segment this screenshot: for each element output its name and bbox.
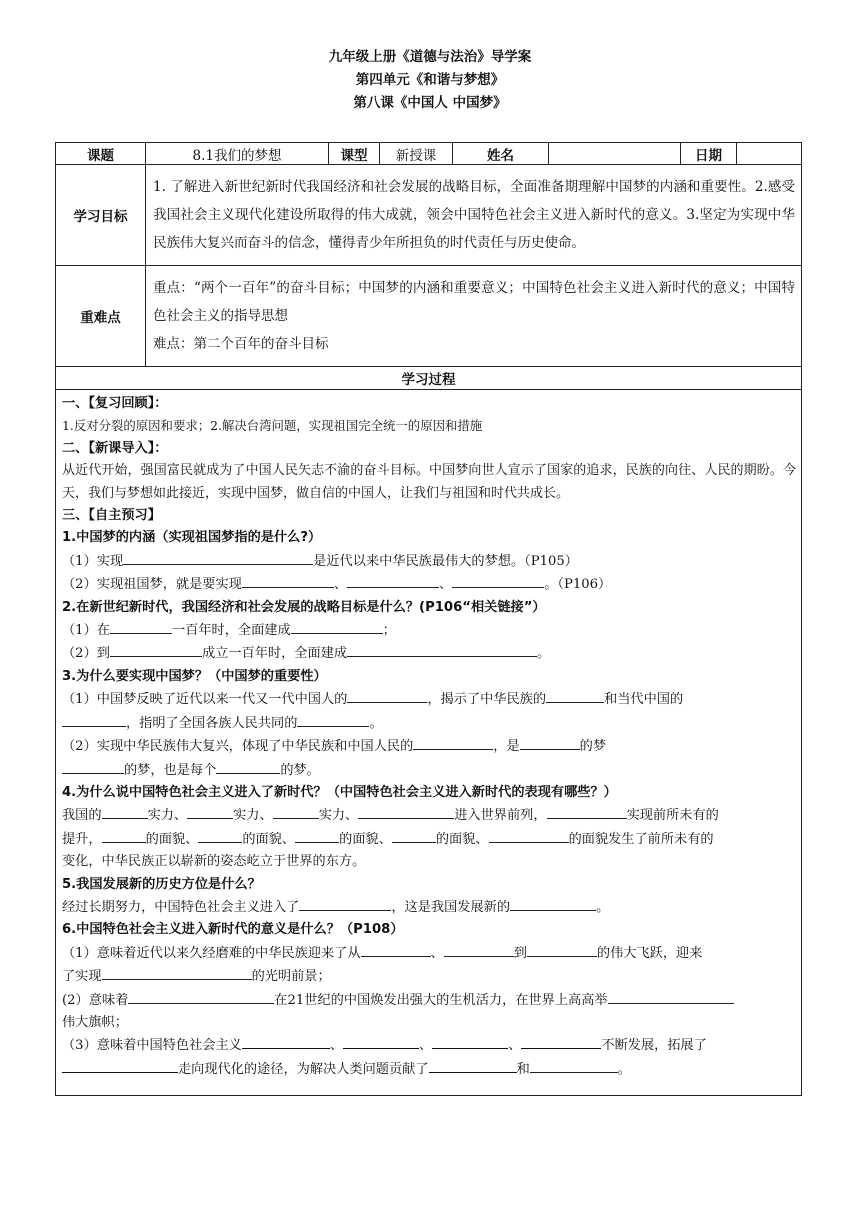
blank[interactable] xyxy=(608,989,734,1004)
q2-line-b: （2）到 成立一百年时，全面建成 。 xyxy=(62,642,796,665)
blank[interactable] xyxy=(546,688,604,703)
blank[interactable] xyxy=(291,619,383,634)
blank[interactable] xyxy=(62,1058,178,1073)
name-field[interactable] xyxy=(549,143,681,165)
name-label: 姓名 xyxy=(453,143,549,165)
blank[interactable] xyxy=(530,1058,618,1073)
blank[interactable] xyxy=(547,804,627,819)
blank[interactable] xyxy=(429,1058,517,1073)
topic-label: 课题 xyxy=(56,143,146,165)
blank[interactable] xyxy=(242,1034,330,1049)
blank[interactable] xyxy=(295,828,339,843)
type-value: 新授课 xyxy=(380,143,453,165)
blank[interactable] xyxy=(347,688,427,703)
q4-line-3: 变化，中华民族正以崭新的姿态屹立于世界的东方。 xyxy=(62,854,366,870)
blank[interactable] xyxy=(343,1034,419,1049)
question-1: 1.中国梦的内涵（实现祖国梦指的是什么?） xyxy=(62,530,322,546)
type-label: 课型 xyxy=(329,143,380,165)
process-title: 学习过程 xyxy=(56,367,802,390)
topic-value: 8.1我们的梦想 xyxy=(146,143,329,165)
blank[interactable] xyxy=(489,828,569,843)
title-grade: 九年级上册《道德与法治》导学案 xyxy=(328,49,532,65)
section-intro: 二、【新课导入】： xyxy=(62,440,168,456)
blank[interactable] xyxy=(413,735,493,750)
process-title-row xyxy=(56,367,802,390)
blank[interactable] xyxy=(521,1034,601,1049)
q3-line-a1: （1）中国梦反映了近代以来一代又一代中国人的 ，揭示了中华民族的 和当代中国的 xyxy=(62,688,796,711)
blank[interactable] xyxy=(452,573,544,588)
blank[interactable] xyxy=(102,828,146,843)
blank[interactable] xyxy=(62,759,124,774)
process-row xyxy=(56,390,802,1096)
guide-table xyxy=(55,142,802,1096)
blank[interactable] xyxy=(510,896,596,911)
q6-line-c1: （3）意味着中国特色社会主义 、 、 、 不断发展，拓展了 xyxy=(62,1034,796,1057)
q5-line: 经过长期努力，中国特色社会主义进入了 ，这是我国发展新的 。 xyxy=(62,896,796,919)
process-content xyxy=(56,390,802,1096)
blank[interactable] xyxy=(520,735,580,750)
blank[interactable] xyxy=(297,712,369,727)
goals-row xyxy=(56,165,802,266)
blank[interactable] xyxy=(392,828,436,843)
blank[interactable] xyxy=(299,896,391,911)
q1-line-a: （1）实现 是近代以来中华民族最伟大的梦想。（P105） xyxy=(62,550,796,573)
blank[interactable] xyxy=(432,1034,508,1049)
title-lesson: 第八课《中国人 中国梦》 xyxy=(353,95,507,111)
review-text: 1.反对分裂的原因和要求；2.解决台湾问题，实现祖国完全统一的原因和措施 xyxy=(62,418,483,434)
section-review: 一、【复习回顾】： xyxy=(62,396,168,411)
blank[interactable] xyxy=(128,989,274,1004)
q6-line-b1: (2）意味着 在21世纪的中国焕发出强大的生机活力，在世界上高高举 xyxy=(62,989,796,1012)
question-2: 2.在新世纪新时代，我国经济和社会发展的战略目标是什么？(P106“相关链接”） xyxy=(62,599,546,615)
date-field[interactable] xyxy=(737,143,802,165)
question-6: 6.中国特色社会主义进入新时代的意义是什么？（P108） xyxy=(62,922,404,938)
q6-line-a1: （1）意味着近代以来久经磨难的中华民族迎来了从 、 到 的伟大飞跃，迎来 xyxy=(62,942,796,965)
keypoints-row xyxy=(56,266,802,367)
blank[interactable] xyxy=(444,942,514,957)
blank[interactable] xyxy=(123,550,313,565)
goals-label: 学习目标 xyxy=(56,165,146,266)
blank[interactable] xyxy=(273,804,319,819)
q4-line-2: 提升， 的面貌、 的面貌、 的面貌、 的面貌、 的面貌发生了前所未有的 xyxy=(62,828,796,851)
blank[interactable] xyxy=(347,642,537,657)
question-5: 5.我国发展新的历史方位是什么？ xyxy=(62,876,261,892)
q3-line-b1: （2）实现中华民族伟大复兴，体现了中华民族和中国人民的 ，是 的梦 xyxy=(62,735,796,758)
info-row xyxy=(56,143,802,165)
difficult-points-text: 难点：第二个百年的奋斗目标 xyxy=(153,336,329,352)
goals-text: 1. 了解进入新世纪新时代我国经济和社会发展的战略目标，全面准备期理解中国梦的内涵和重要性。2.感受我国社会主义现代化建设所取得的伟大成就，领会中国特色社会主义进入新时代的意义。3.坚定为实现中华民族伟大复兴而奋斗的信念，懂得青少年所担负的时代责任与历史使命。 xyxy=(146,165,802,266)
title-unit: 第四单元《和谐与梦想》 xyxy=(355,72,505,88)
blank[interactable] xyxy=(242,573,334,588)
question-4: 4.为什么说中国特色社会主义进入了新时代？（中国特色社会主义进入新时代的表现有哪些？） xyxy=(62,784,617,800)
blank[interactable] xyxy=(361,942,431,957)
date-label: 日期 xyxy=(681,143,737,165)
q4-line-1: 我国的 实力、 实力、 实力、 进入世界前列， 实现前所未有的 xyxy=(62,804,796,827)
q3-line-b2: 的梦，也是每个 的梦。 xyxy=(62,759,796,782)
q3-line-a2: ，指明了全国各族人民共同的 。 xyxy=(62,712,796,735)
q6-line-a2: 了实现 的光明前景； xyxy=(62,965,796,988)
blank[interactable] xyxy=(216,759,280,774)
q1-line-b: （2）实现祖国梦，就是要实现 、 、 。（P106） xyxy=(62,573,796,596)
blank[interactable] xyxy=(102,804,148,819)
keypoints-box xyxy=(146,266,802,367)
blank[interactable] xyxy=(110,619,172,634)
q6-line-c2: 走向现代化的途径，为解决人类问题贡献了 和 。 xyxy=(62,1058,796,1081)
intro-text: 从近代开始，强国富民就成为了中国人民矢志不渝的奋斗目标。中国梦向世人宣示了国家的追求，民族的向往、人民的期盼。今天，我们与梦想如此接近，实现中国梦，做自信的中国人，让我们与祖国和时代共成长。 xyxy=(62,463,796,501)
q6-line-b2: 伟大旗帜； xyxy=(62,1014,128,1030)
blank[interactable] xyxy=(62,712,126,727)
blank[interactable] xyxy=(102,965,252,980)
blank[interactable] xyxy=(527,942,597,957)
keypoints-label: 重难点 xyxy=(56,266,146,367)
document-header xyxy=(0,46,860,115)
section-preview: 三、【自主预习】 xyxy=(62,508,161,524)
blank[interactable] xyxy=(358,804,454,819)
key-points-text: 重点：“两个一百年”的奋斗目标；中国梦的内涵和重要意义；中国特色社会主义进入新时代的意义；中国特色社会主义的指导思想 xyxy=(153,280,795,324)
blank[interactable] xyxy=(187,804,233,819)
question-3: 3.为什么要实现中国梦？（中国梦的重要性） xyxy=(62,668,327,684)
blank[interactable] xyxy=(110,642,202,657)
q2-line-a: （1）在 一百年时，全面建成 ； xyxy=(62,619,796,642)
blank[interactable] xyxy=(198,828,242,843)
blank[interactable] xyxy=(347,573,439,588)
